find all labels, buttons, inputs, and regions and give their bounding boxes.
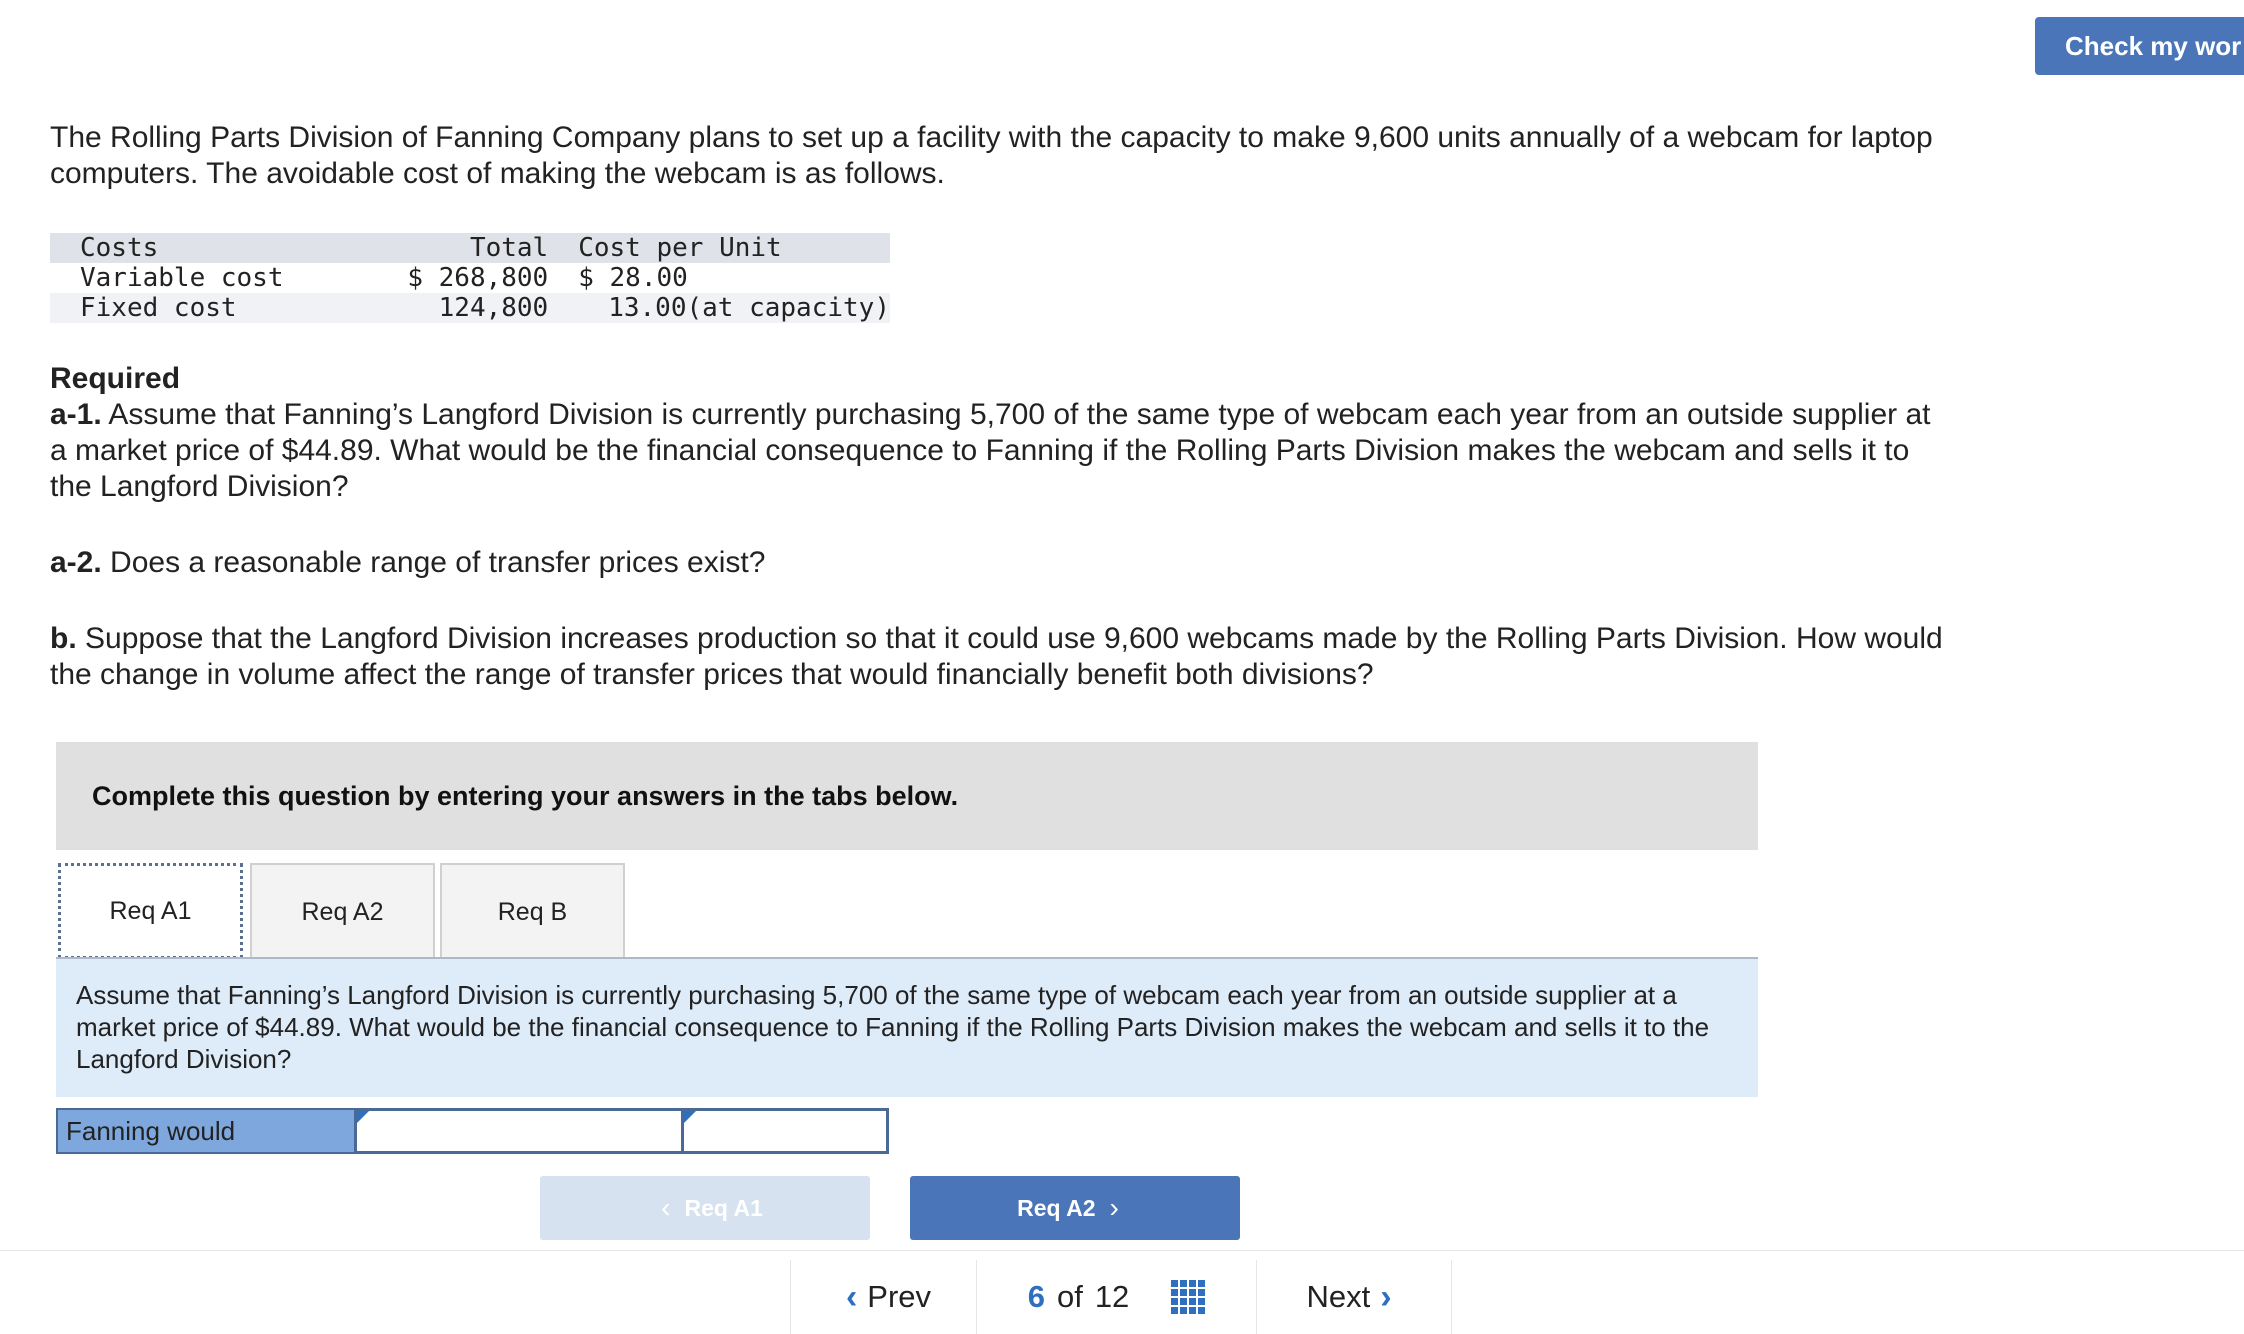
chevron-right-icon: › bbox=[1380, 1277, 1392, 1316]
of-label: of bbox=[1056, 1279, 1083, 1314]
next-page-button[interactable] bbox=[1256, 1260, 1452, 1334]
next-page-label: Next bbox=[1306, 1279, 1371, 1314]
next-req-button[interactable] bbox=[910, 1176, 1240, 1240]
requirement-a2 bbox=[50, 545, 1950, 581]
required-section bbox=[50, 361, 1950, 733]
row-total: $ 268,800 bbox=[407, 263, 549, 293]
instructions-banner: Complete this question by entering your answers in the tabs below. bbox=[56, 742, 1758, 850]
intro-text: The Rolling Parts Division of Fanning Company plans to set up a facility with the capacity to make 9,600 units annually of a webcam for laptop computers. The avoidable cost of making the webcam is as follows. bbox=[50, 121, 1933, 190]
dropdown-indicator-icon bbox=[684, 1111, 696, 1123]
b-tag: b. bbox=[50, 622, 77, 655]
footer-divider bbox=[0, 1250, 2244, 1251]
answer-row bbox=[56, 1108, 889, 1154]
row-total: 124,800 bbox=[344, 293, 548, 323]
cost-table bbox=[50, 233, 890, 323]
a1-tag: a-1. bbox=[50, 398, 102, 431]
tab-req-a1[interactable]: Req A1 bbox=[58, 863, 243, 959]
row-per-unit: 13.00(at capacity) bbox=[548, 293, 890, 323]
requirement-a1 bbox=[50, 397, 1950, 505]
next-req-label: Req A2 bbox=[1017, 1194, 1096, 1221]
row-per-unit: $ 28.00 bbox=[578, 263, 688, 293]
chevron-right-icon: › bbox=[1109, 1192, 1119, 1223]
header-total: Total bbox=[344, 233, 548, 263]
current-page: 6 bbox=[1027, 1279, 1045, 1314]
a1-text: Assume that Fanning’s Langford Division is currently purchasing 5,700 of the same type of webcam each year from an outside supplier at a market price of $44.89. What would be the financial consequence to Fanning if the Rolling Parts Division makes the webcam and sells it to the Langford Division? bbox=[50, 398, 1931, 503]
row-label: Variable cost bbox=[80, 263, 284, 293]
dropdown-indicator-icon bbox=[357, 1111, 369, 1123]
header-costs: Costs bbox=[50, 233, 344, 263]
pagination-footer bbox=[790, 1260, 1452, 1334]
requirement-b bbox=[50, 621, 1950, 693]
answer-dropdown-1[interactable] bbox=[354, 1108, 684, 1154]
total-pages: 12 bbox=[1094, 1279, 1130, 1314]
tab-req-b[interactable]: Req B bbox=[440, 863, 625, 959]
page-counter[interactable] bbox=[976, 1260, 1256, 1334]
prev-page-button[interactable] bbox=[790, 1260, 976, 1334]
chevron-left-icon: ‹ bbox=[661, 1192, 671, 1223]
grid-icon[interactable] bbox=[1171, 1280, 1205, 1314]
prev-page-label: Prev bbox=[867, 1279, 932, 1314]
prev-req-button[interactable] bbox=[540, 1176, 870, 1240]
cost-table-header bbox=[50, 233, 890, 263]
answer-label: Fanning would bbox=[56, 1108, 354, 1154]
table-row bbox=[50, 263, 890, 293]
header-cost-per-unit: Cost per Unit bbox=[548, 233, 890, 263]
a2-tag: a-2. bbox=[50, 546, 102, 579]
check-my-work-button[interactable]: Check my wor bbox=[2035, 17, 2244, 75]
question-text: Assume that Fanning’s Langford Division is currently purchasing 5,700 of the same type of webcam each year from an outside supplier at a market price of $44.89. What would be the financial consequence to Fanning if the Rolling Parts Division makes the webcam and sells it to the Langford Division? bbox=[56, 959, 1758, 1097]
table-row bbox=[50, 293, 890, 323]
answer-input-2[interactable] bbox=[684, 1108, 889, 1154]
row-label: Fixed cost bbox=[50, 293, 344, 323]
tab-req-a2[interactable]: Req A2 bbox=[250, 863, 435, 959]
required-heading: Required bbox=[50, 362, 181, 395]
b-text: Suppose that the Langford Division increases production so that it could use 9,600 webcams made by the Rolling Parts Division. How would the change in volume affect the range of transfer prices that would financially benefit both divisions? bbox=[50, 622, 1943, 691]
a2-text: Does a reasonable range of transfer prices exist? bbox=[110, 546, 766, 579]
prev-req-label: Req A1 bbox=[684, 1194, 763, 1221]
chevron-left-icon: ‹ bbox=[845, 1277, 858, 1316]
